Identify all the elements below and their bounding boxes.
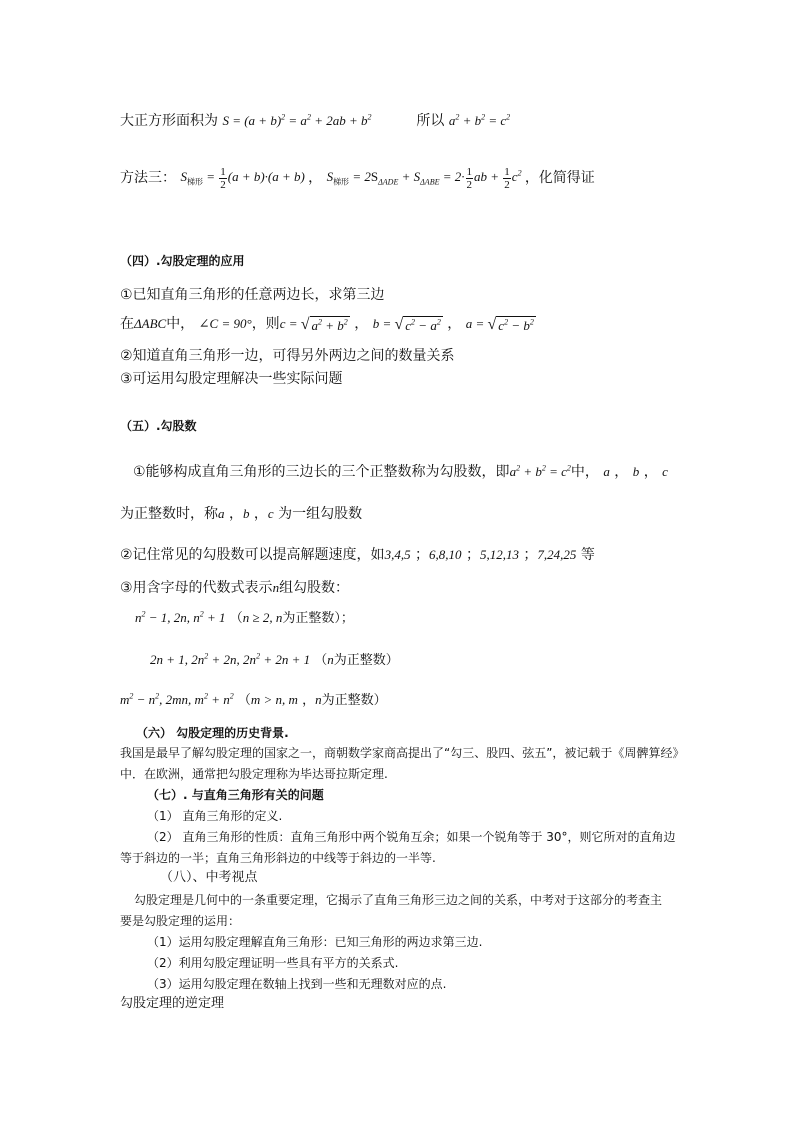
item1-mid: 中， [570,464,599,480]
sub-abe: ΔABE [420,178,440,188]
cond2-pos: 为正整数 [333,653,386,668]
conclusion-formula: $a^2 + b^2 = c^2$ [448,112,511,128]
cond3: m > n, m [250,692,298,707]
section4-item1: ①已知直角三角形的任意两边长，求第三边 [120,287,385,303]
item1-line2a: 为正整数时，称 [120,506,218,522]
trapezoid-area-formula-1: $S_{梯形}$ = $\frac{1}{2}$ (a + b)·(a + b) [180,166,309,191]
method3-tail: ，化简得证 [524,170,595,187]
conclusion-label: 所以 [416,113,445,129]
method3-label: 方法三： [120,170,176,187]
s-sub-2: 梯形 [333,178,350,188]
section8-item3: （3）运用勾股定理在数轴上找到一些和无理数对应的点. [147,977,447,991]
comma-2: ， [643,464,658,480]
comma-1: ， [614,464,629,480]
section5-heading: （五）.勾股数 [120,419,197,433]
area-label: 大正方形面积为 [120,113,218,129]
footer-heading: 勾股定理的逆定理 [120,996,225,1011]
item1-text: ①能够构成直角三角形的三边长的三个正整数称为勾股数，即 [133,464,510,480]
section4-item3: ③可运用勾股定理解决一些实际问题 [120,371,343,387]
section8-para-line1: 勾股定理是几何中的一条重要定理，它揭示了直角三角形三边之间的关系，中考对于这部分的考查主 [134,893,663,907]
pythag-eq: $a^2 + b^2 = c^2$ [509,463,571,479]
sub-ade: ΔADE [378,178,399,188]
var-a2: a [218,506,225,521]
method3-line [120,166,595,191]
item1-line2b: 为一组勾股数 [278,506,363,522]
var-n3: n [315,692,322,707]
section6-line1: 我国是最早了解勾股定理的国家之一，商朝数学家商高提出了“勾三、股四、弦五”，被记载于《周髀算经》 [120,746,685,760]
formula1: $n^2 - 1$, 2n, $n^2 + 1$ [135,609,226,625]
cond1-pos: 为正整数 [282,611,335,626]
then-label: ，则 [251,316,280,332]
var-n2: n [327,652,334,667]
section8-item2: （2）利用勾股定理证明一些具有平方的关系式. [147,956,399,970]
section7-item2-line2: 等于斜边的一半；直角三角形斜边的中线等于斜边的一半等. [120,851,436,865]
section5-item1-line1 [133,464,668,481]
triple-2: 6,8,10 [429,547,462,562]
item3-text: ③用含字母的代数式表示 [120,580,273,596]
section5-item1-line2: 为正整数时，称a ，b ，c 为一组勾股数 [120,506,363,522]
formula2: 2n + 1, $2n^2 + 2n$, $2n^2 + 2n + 1$ [150,651,311,667]
triple-4: 7,24,25 [537,547,577,562]
var-n: n [272,580,280,595]
in-label: 在 [120,316,134,332]
cond3-pos: 为正整数 [321,693,374,708]
section4-heading: （四）.勾股定理的应用 [120,254,245,268]
formula-a: a = √ $c^2 - b^2$ [465,316,534,334]
sep-1: ， [308,170,323,187]
formula1-line: $n^2 - 1$, 2n, $n^2 + 1$ （n ≥ 2, n为正整数）； [135,609,354,626]
section8-para-line2: 要是勾股定理的运用： [120,914,241,928]
item2-text: ②记住常见的勾股数可以提高解题速度，如 [120,547,385,563]
section7-item1: （1） 直角三角形的定义. [147,809,283,823]
var-c: c [662,464,668,479]
var-b: b [632,464,640,479]
section4-formula-line: 在ΔABC中， ∠C = 90°，则c = √ $a^2 + b^2$ ， b = √ $c^2 - a^2$ ， a = √ $c^2 - b^2$ [120,316,534,334]
section8-item1: （1）运用勾股定理解直角三角形：已知三角形的两边求第三边. [147,935,483,949]
formula2-line: 2n + 1, $2n^2 + 2n$, $2n^2 + 2n + 1$ （n为正整数） [150,651,399,668]
triple-3: 5,12,13 [479,547,519,562]
section5-item2: ②记住常见的勾股数可以提高解题速度，如3,4,5 ；6,8,10 ；5,12,13 ；7,24,25 等 [120,547,595,563]
formula-b: b = √ $c^2 - a^2$ [372,316,441,334]
triple-1: 3,4,5 [384,547,411,562]
var-b2: b [242,506,250,521]
formula-c: c = √ $a^2 + b^2$ [279,316,348,334]
formula3: $m^2 - n^2$, 2mn, $m^2 + n^2$ [120,691,234,707]
section4-item2: ②知道直角三角形一边，可得另外两边之间的数量关系 [120,348,455,364]
area-formula: $S = (a + b)^2 = a^2 + 2ab + b^2$ [222,112,372,128]
item2-end: 等 [580,547,595,563]
formula3-line: $m^2 - n^2$, 2mn, $m^2 + n^2$ （m > n, m ，n为正整数） [120,691,387,708]
section8-heading: （八）、中考视点 [160,870,258,885]
triangle-abc: ΔABC [134,316,167,331]
cond1: n ≥ 2, n [242,610,283,625]
angle-c: ∠C = 90° [198,316,252,331]
section6-heading: （六） 勾股定理的历史背景. [136,726,289,740]
s-sub-1: 梯形 [186,178,203,188]
trapezoid-area-formula-2: $S_{梯形} = 2S_{\Delta ADE} + S_{\Delta ABE} = 2\cdot$ $\frac{1}{2}$ ab + $\frac{1}{2}$ $c^2$ [326,166,522,191]
var-a: a [603,464,610,479]
var-c2: c [267,506,274,521]
mid-label: 中， [166,316,195,332]
area-line [120,113,510,130]
section6-line2: 中．在欧洲，通常把勾股定理称为毕达哥拉斯定理. [120,767,388,781]
section7-item2-line1: （2） 直角三角形的性质：直角三角形中两个锐角互余；如果一个锐角等于 30°，则它所对的直角边 [147,830,676,844]
section7-heading: （七）. 与直角三角形有关的问题 [147,788,324,802]
section5-item3 [120,580,349,597]
item3-end: 组勾股数： [279,580,350,596]
